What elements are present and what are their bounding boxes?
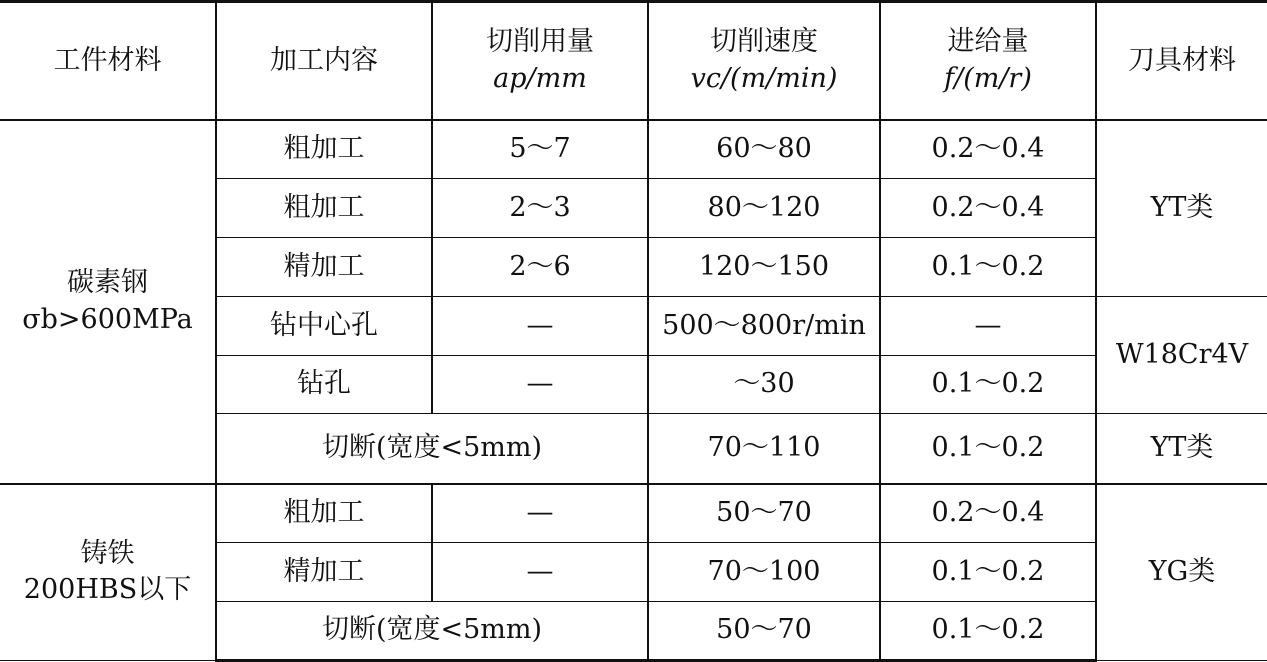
depth-cell: 2～6 — [432, 238, 648, 297]
speed-cell: 50～70 — [648, 484, 880, 543]
material-name: 铸铁 — [80, 537, 135, 569]
header-depth — [432, 2, 648, 120]
feed-cell: 0.1～0.2 — [880, 414, 1096, 484]
speed-cell: 80～120 — [648, 179, 880, 238]
process-cell: 粗加工 — [216, 179, 432, 238]
header-process: 加工内容 — [216, 2, 432, 120]
material-name: 碳素钢 — [67, 267, 148, 299]
depth-label: 切削用量 — [486, 26, 594, 58]
header-feed — [880, 2, 1096, 120]
process-cell: 钻中心孔 — [216, 297, 432, 356]
speed-cell: ～30 — [648, 356, 880, 414]
tool-cell: YT类 — [1096, 120, 1267, 297]
feed-label: 进给量 — [947, 26, 1029, 58]
feed-cell: 0.1～0.2 — [880, 543, 1096, 602]
speed-cell: 70～100 — [648, 543, 880, 602]
depth-cell: — — [432, 297, 648, 356]
tool-cell: W18Cr4V — [1096, 297, 1267, 414]
depth-cell: 5～7 — [432, 120, 648, 179]
speed-cell: 500～800r/min — [648, 297, 880, 356]
material-spec: 200HBS以下 — [23, 574, 192, 606]
speed-cell: 60～80 — [648, 120, 880, 179]
depth-cell: — — [432, 484, 648, 543]
feed-unit: f/(m/r) — [944, 62, 1032, 94]
table-row — [0, 484, 1267, 543]
tool-cell: YT类 — [1096, 414, 1267, 484]
process-cell: 精加工 — [216, 238, 432, 297]
material-cell — [0, 484, 216, 661]
depth-cell: — — [432, 356, 648, 414]
process-cell: 钻孔 — [216, 356, 432, 414]
feed-cell: 0.2～0.4 — [880, 484, 1096, 543]
feed-cell: 0.1～0.2 — [880, 602, 1096, 661]
feed-cell: — — [880, 297, 1096, 356]
process-cell: 粗加工 — [216, 484, 432, 543]
depth-cell: — — [432, 543, 648, 602]
material-spec: σb>600MPa — [22, 303, 193, 335]
speed-cell: 70～110 — [648, 414, 880, 484]
depth-cell: 2～3 — [432, 179, 648, 238]
depth-unit: ap/mm — [493, 62, 587, 94]
header-speed — [648, 2, 880, 120]
speed-unit: vc/(m/min) — [690, 62, 838, 94]
material-cell — [0, 120, 216, 484]
feed-cell: 0.1～0.2 — [880, 356, 1096, 414]
feed-cell: 0.2～0.4 — [880, 120, 1096, 179]
speed-cell: 50～70 — [648, 602, 880, 661]
speed-cell: 120～150 — [648, 238, 880, 297]
header-tool: 刀具材料 — [1096, 2, 1267, 120]
feed-cell: 0.1～0.2 — [880, 238, 1096, 297]
header-row — [0, 2, 1267, 120]
process-cell: 粗加工 — [216, 120, 432, 179]
speed-label: 切削速度 — [710, 26, 818, 58]
process-cell: 精加工 — [216, 543, 432, 602]
process-cell: 切断(宽度<5mm) — [216, 602, 648, 661]
feed-cell: 0.2～0.4 — [880, 179, 1096, 238]
process-cell: 切断(宽度<5mm) — [216, 414, 648, 484]
tool-cell: YG类 — [1096, 484, 1267, 661]
header-material: 工件材料 — [0, 2, 216, 120]
table-row — [0, 120, 1267, 179]
